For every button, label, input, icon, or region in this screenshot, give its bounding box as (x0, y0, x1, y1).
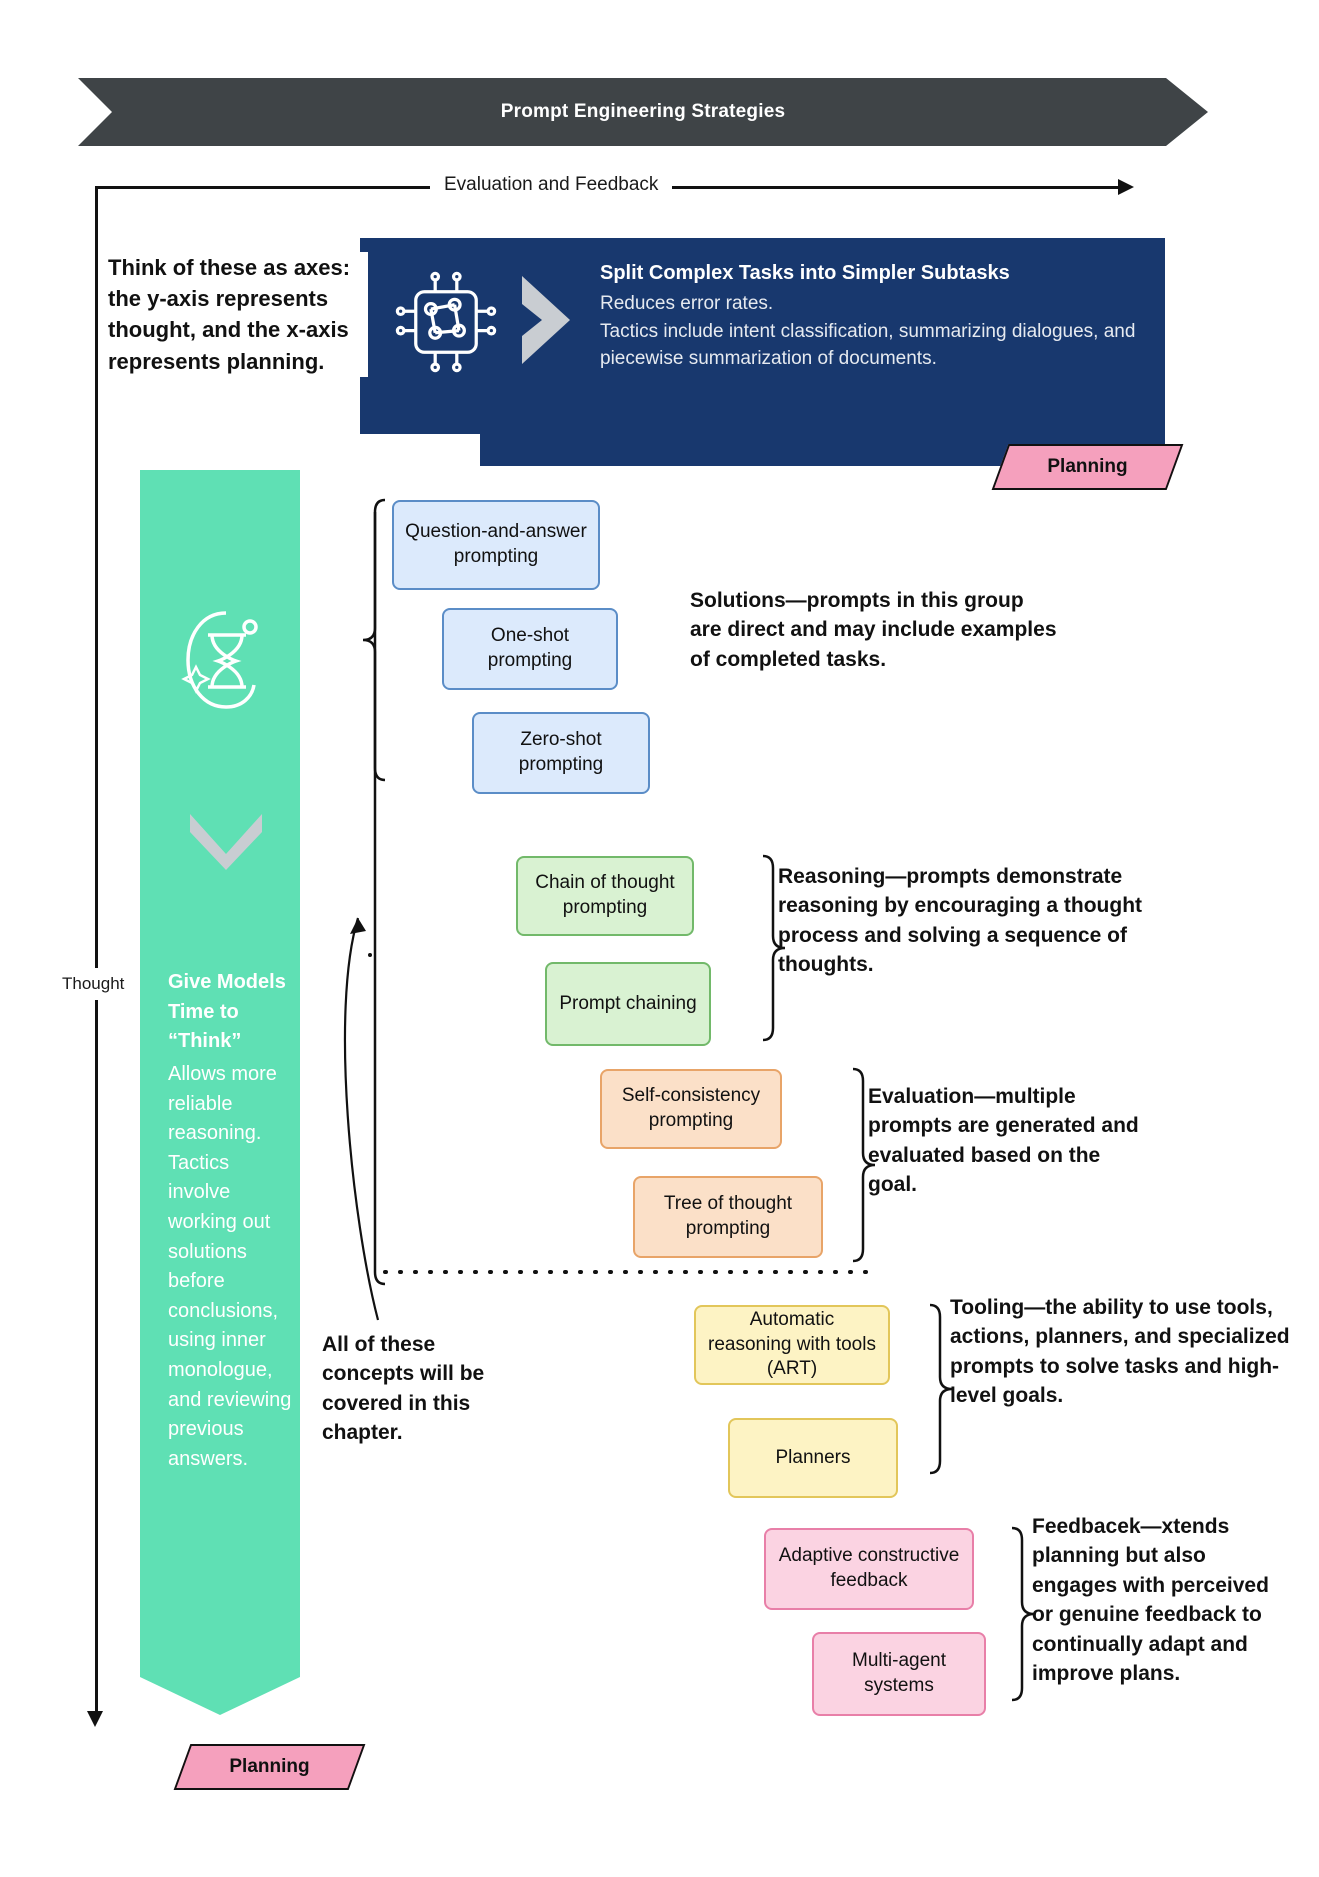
chapter-note: All of these concepts will be covered in this chapter. (322, 1333, 485, 1445)
vertical-axis-arrowhead (87, 1711, 103, 1727)
concept-box-tree-of-thought-prompting[interactable]: Tree of thought prompting (633, 1176, 823, 1258)
chevron-down-icon-secondary (186, 810, 266, 872)
concept-box-one-shot-prompting[interactable]: One-shot prompting (442, 608, 618, 690)
axes-note: Think of these as axes: the y-axis represents thought, and the x-axis represents planning. (108, 252, 368, 377)
title-banner (78, 78, 1208, 146)
group-description-reasoning: Reasoning—prompts demonstrate reasoning by encouraging a thought process and solving a sequence of thoughts. (778, 865, 1143, 977)
chevron-right-icon (516, 272, 578, 368)
group-description-tooling: Tooling—the ability to use tools, actions, planners, and specialized prompts to solve tasks and high-level goals. (950, 1296, 1290, 1408)
planning-tag-bottom-label: Planning (229, 1756, 310, 1777)
concept-box-automatic-reasoning-with-tools[interactable]: Automatic reasoning with tools (ART) (694, 1305, 890, 1385)
concept-box-adaptive-constructive-feedback[interactable]: Adaptive constructive feedback (764, 1528, 974, 1610)
concept-box-chain-of-thought-prompting[interactable]: Chain of thought prompting (516, 856, 694, 936)
vertical-axis-line (95, 186, 98, 1715)
planning-tag-label: Planning (1047, 456, 1128, 477)
neural-network-icon (392, 268, 500, 376)
group-description-feedback: Feedbacek—xtends planning but also engages with perceived or genuine feedback to continually adapt and improve plans. (1032, 1515, 1269, 1685)
concept-box-question-and-answer-prompting[interactable]: Question-and-answer prompting (392, 500, 600, 590)
card-notch (360, 434, 480, 466)
horizontal-axis-label: Evaluation and Feedback (430, 174, 672, 196)
banner-title: Prompt Engineering Strategies (500, 101, 786, 122)
planning-card-title: Split Complex Tasks into Simpler Subtasks (600, 262, 1010, 284)
chevron-down-icon (182, 470, 260, 520)
concept-box-planners[interactable]: Planners (728, 1418, 898, 1498)
group-description-solutions: Solutions—prompts in this group are direct and may include examples of completed tasks. (690, 589, 1057, 671)
horizontal-axis-arrowhead (1118, 179, 1134, 195)
concept-box-self-consistency-prompting[interactable]: Self-consistency prompting (600, 1069, 782, 1149)
concept-box-multi-agent-systems[interactable]: Multi-agent systems (812, 1632, 986, 1716)
planning-card-body: Reduces error rates. Tactics include intent classification, summarizing dialogues, and piecewise summarization of documents. (600, 293, 1136, 370)
hourglass-head-icon (180, 605, 272, 715)
thought-band-title: Give Models Time to “Think” (168, 971, 286, 1053)
concept-box-zero-shot-prompting[interactable]: Zero-shot prompting (472, 712, 650, 794)
planning-tag-top (1000, 444, 1175, 490)
group-description-evaluation: Evaluation—multiple prompts are generated and evaluated based on the goal. (868, 1085, 1139, 1197)
planning-tag-bottom (182, 1744, 357, 1790)
concept-box-prompt-chaining[interactable]: Prompt chaining (545, 962, 711, 1046)
thought-band-body: Allows more reliable reasoning. Tactics involve working out solutions before conclusions, using inner monologue, and reviewing previous answers. (168, 1063, 292, 1470)
vertical-axis-label: Thought (60, 968, 144, 1000)
